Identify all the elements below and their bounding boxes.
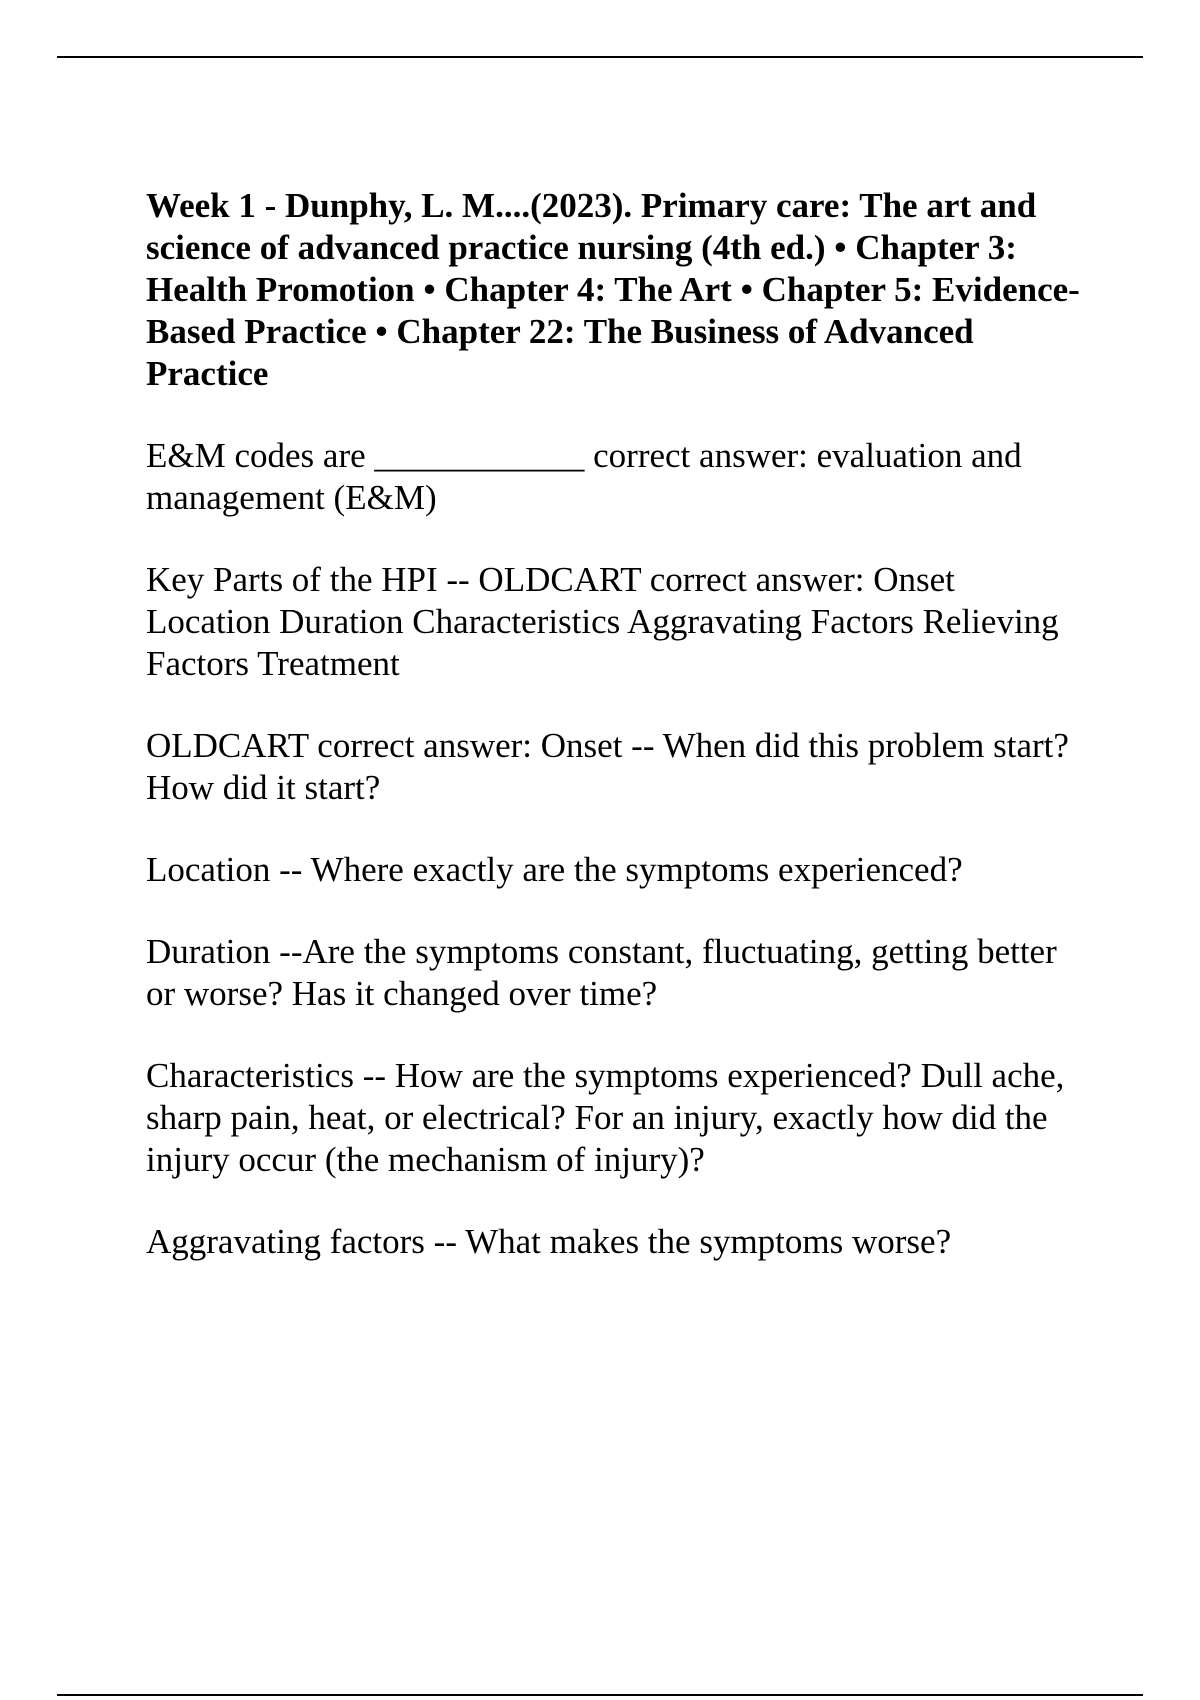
document-body bbox=[146, 185, 1086, 1303]
qa-item-hpi-oldcart bbox=[146, 559, 1086, 685]
top-rule bbox=[57, 56, 1143, 58]
paragraph-characteristics: Characteristics -- How are the symptoms experienced? Dull ache, sharp pain, heat, or electrical? For an injury, exactly how did the injury occur (the mechanism of injury)? bbox=[146, 1056, 1065, 1179]
answer-text: correct answer: evaluation and management (E&M) bbox=[146, 436, 1022, 517]
paragraph-aggravating-factors: Aggravating factors -- What makes the symptoms worse? bbox=[146, 1222, 952, 1261]
qa-item-em-codes bbox=[146, 435, 1086, 519]
document-title: Week 1 - Dunphy, L. M....(2023). Primary care: The art and science of advanced practice nursing (4th ed.) • Chapter 3: Health Promotion • Chapter 4: The Art • Chapter 5: Evidence-Based Practice • Chapter 22: The Business of Advanced Practice bbox=[146, 186, 1080, 393]
paragraph-location: Location -- Where exactly are the symptoms experienced? bbox=[146, 850, 963, 889]
answer-text: correct answer: Onset Location Duration Characteristics Aggravating Factors Relieving Factors Treatment bbox=[146, 560, 1059, 683]
bottom-rule bbox=[57, 1694, 1143, 1696]
question-text: OLDCART bbox=[146, 726, 309, 765]
answer-text: correct answer: Onset -- When did this problem start? bbox=[317, 726, 1069, 765]
question-text: E&M codes are ____________ bbox=[146, 436, 585, 475]
qa-item-oldcart bbox=[146, 725, 1086, 809]
question-text: Key Parts of the HPI -- OLDCART bbox=[146, 560, 641, 599]
paragraph-duration: Duration --Are the symptoms constant, fluctuating, getting better or worse? Has it changed over time? bbox=[146, 932, 1057, 1013]
answer-continuation: How did it start? bbox=[146, 768, 381, 807]
